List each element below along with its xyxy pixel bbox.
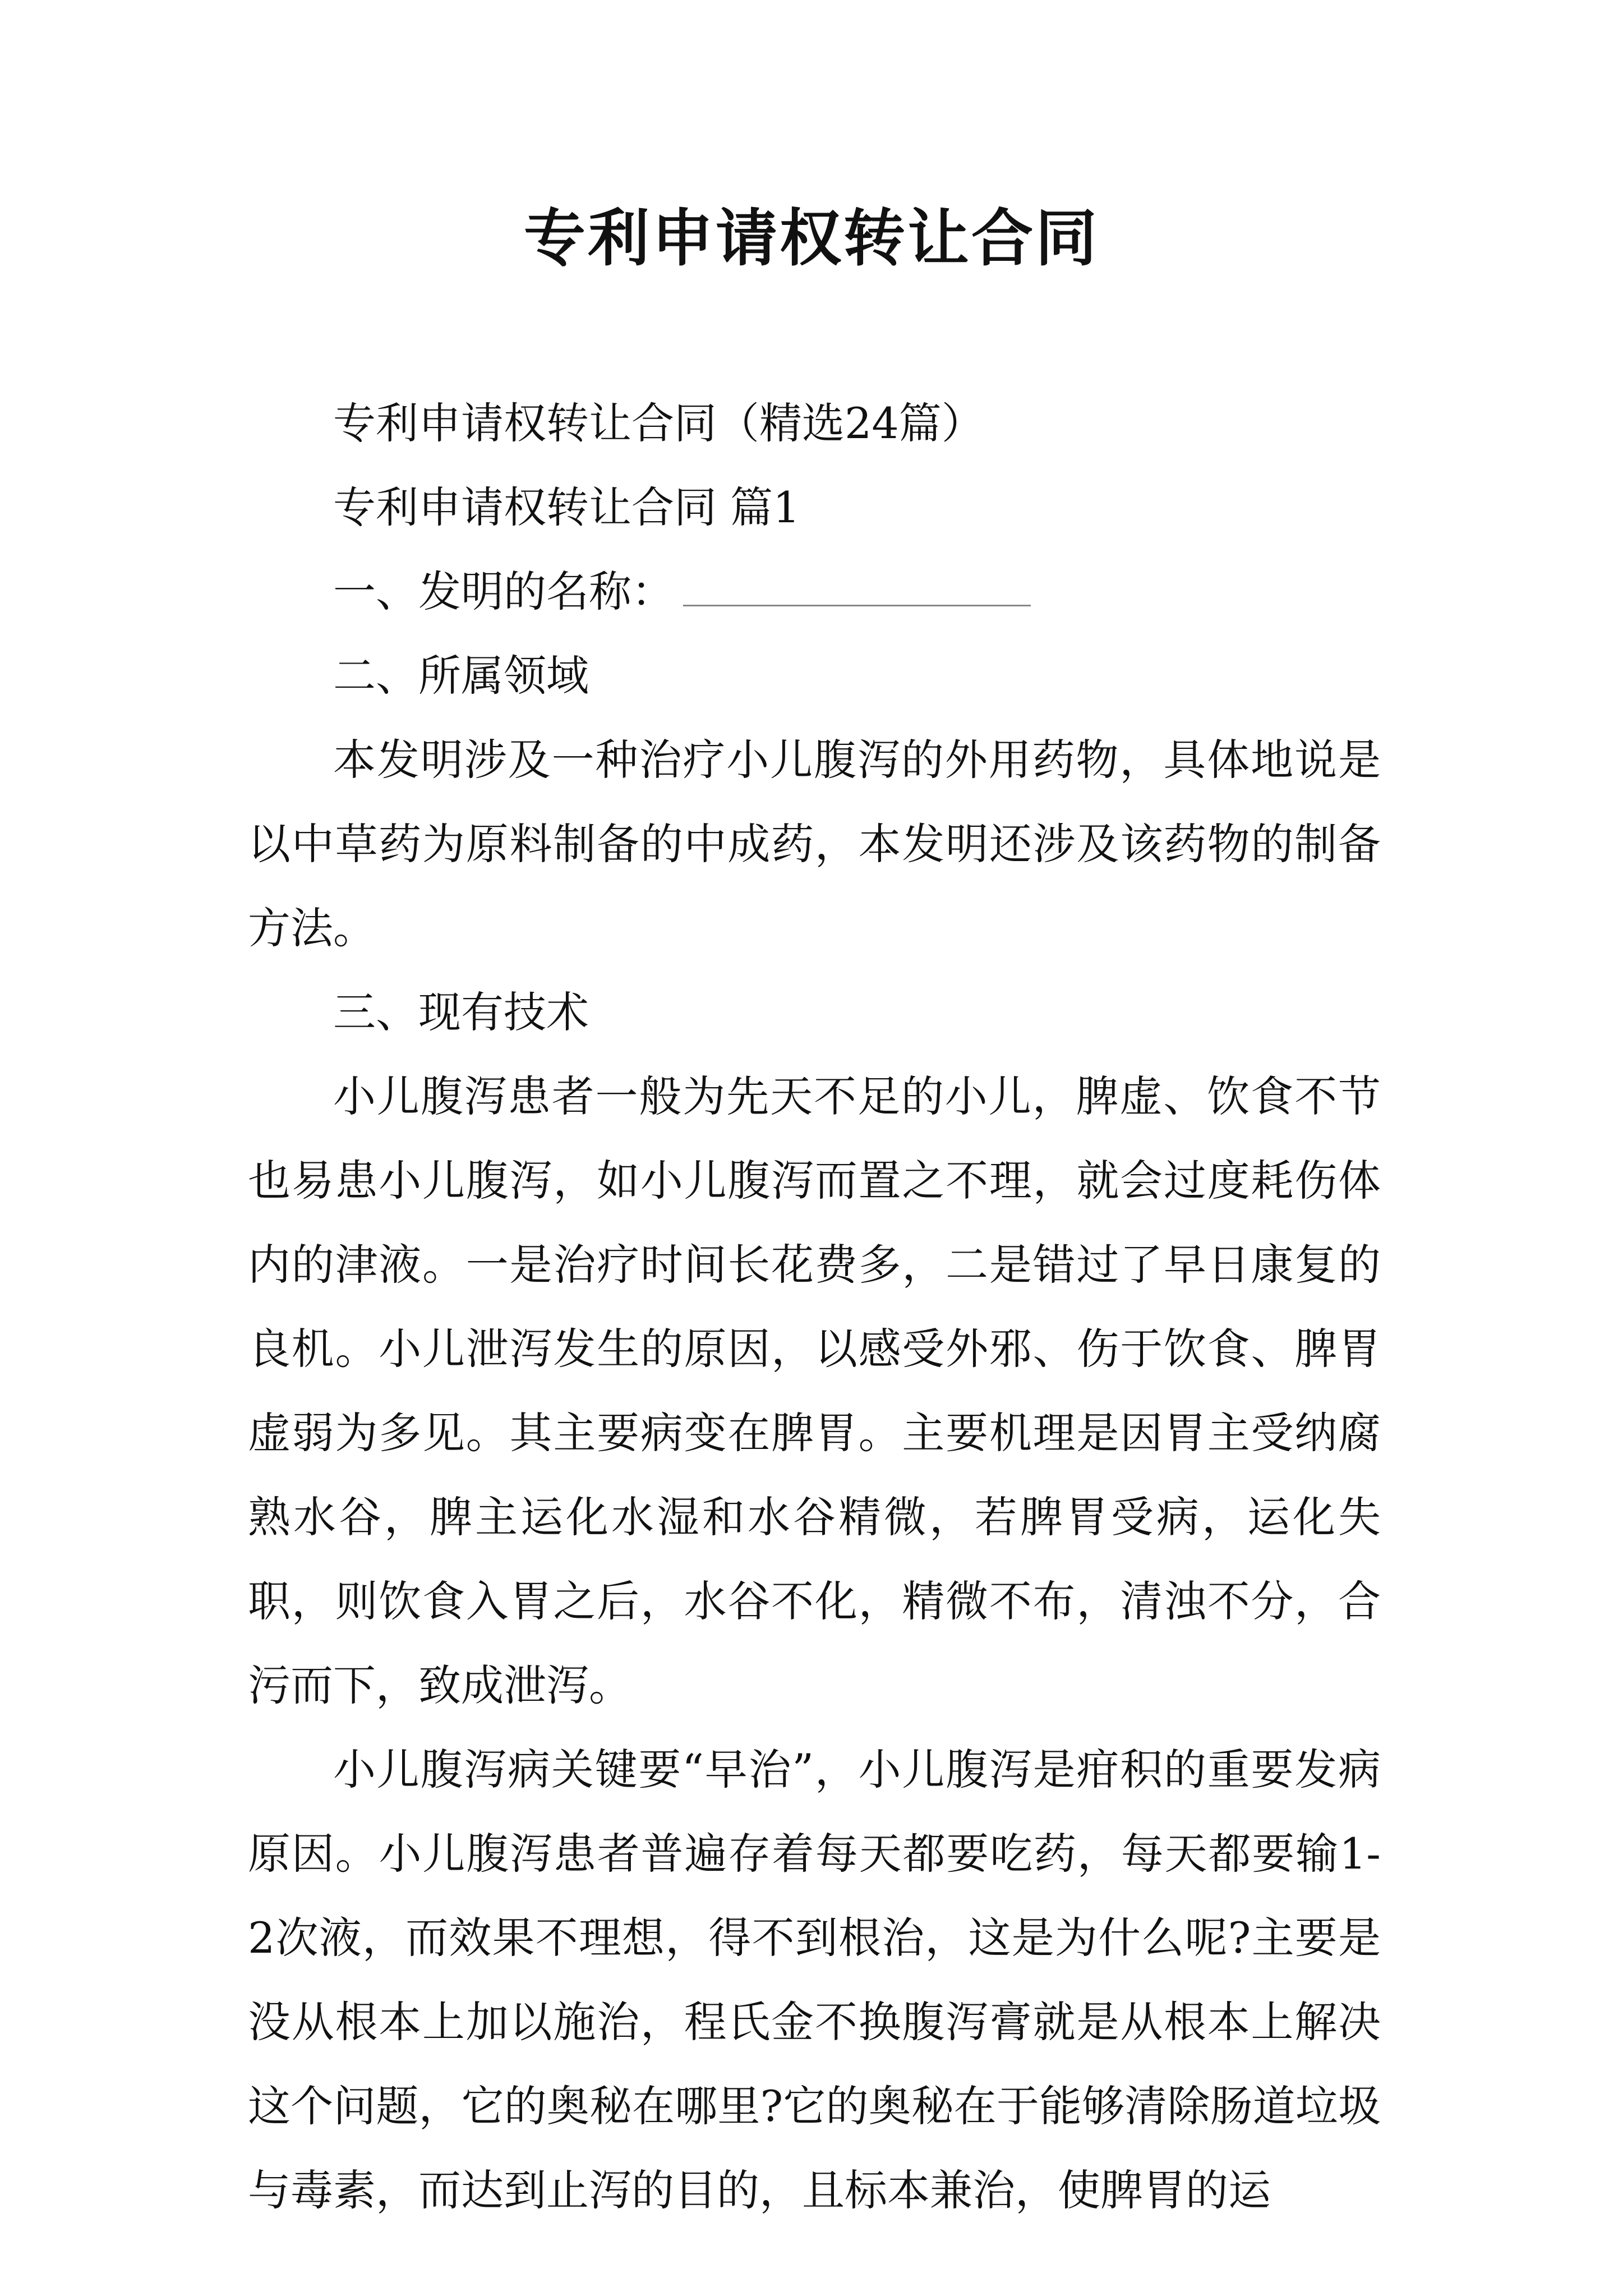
prior-art-paragraph-1: 小儿腹泻患者一般为先天不足的小儿，脾虚、饮食不节也易患小儿腹泻，如小儿腹泻而置之不理，就会过度耗伤体内的津液。一是治疗时间长花费多，二是错过了早日康复的良机。小儿泄泻发生的原因，以感受外邪、伤于饮食、脾胃虚弱为多见。其主要病变在脾胃。主要机理是因胃主受纳腐熟水谷，脾主运化水湿和水谷精微，若脾胃受病，运化失职，则饮食入胃之后，水谷不化，精微不布，清浊不分，合污而下，致成泄泻。 (248, 1071, 1381, 1710)
invention-name-line (248, 550, 1381, 634)
document-title: 专利申请权转让合同 (524, 202, 1099, 274)
invention-name-label: 一、发明的名称： (333, 567, 674, 616)
field-paragraph: 本发明涉及一种治疗小儿腹泻的外用药物，具体地说是以中草药为原料制备的中成药，本发明还涉及该药物的制备方法。 (248, 735, 1381, 953)
field-heading: 二、所属领域 (333, 651, 589, 701)
prior-art-heading: 三、现有技术 (333, 987, 589, 1037)
document-body (248, 381, 1381, 2233)
document-subtitle: 专利申请权转让合同（精选24篇） (333, 398, 984, 448)
prior-art-paragraph-2: 小儿腹泻病关键要“早治”，小儿腹泻是疳积的重要发病原因。小儿腹泻患者普遍存着每天都要吃药，每天都要输1-2次液，而效果不理想，得不到根治，这是为什么呢?主要是没从根本上加以施治，程氏金不换腹泻膏就是从根本上解决这个问题，它的奥秘在哪里?它的奥秘在于能够清除肠道垃圾与毒素，而达到止泻的目的，且标本兼治，使脾胃的运 (248, 1745, 1381, 2215)
section-heading: 专利申请权转让合同 篇1 (333, 482, 800, 532)
invention-name-blank (683, 560, 1031, 606)
